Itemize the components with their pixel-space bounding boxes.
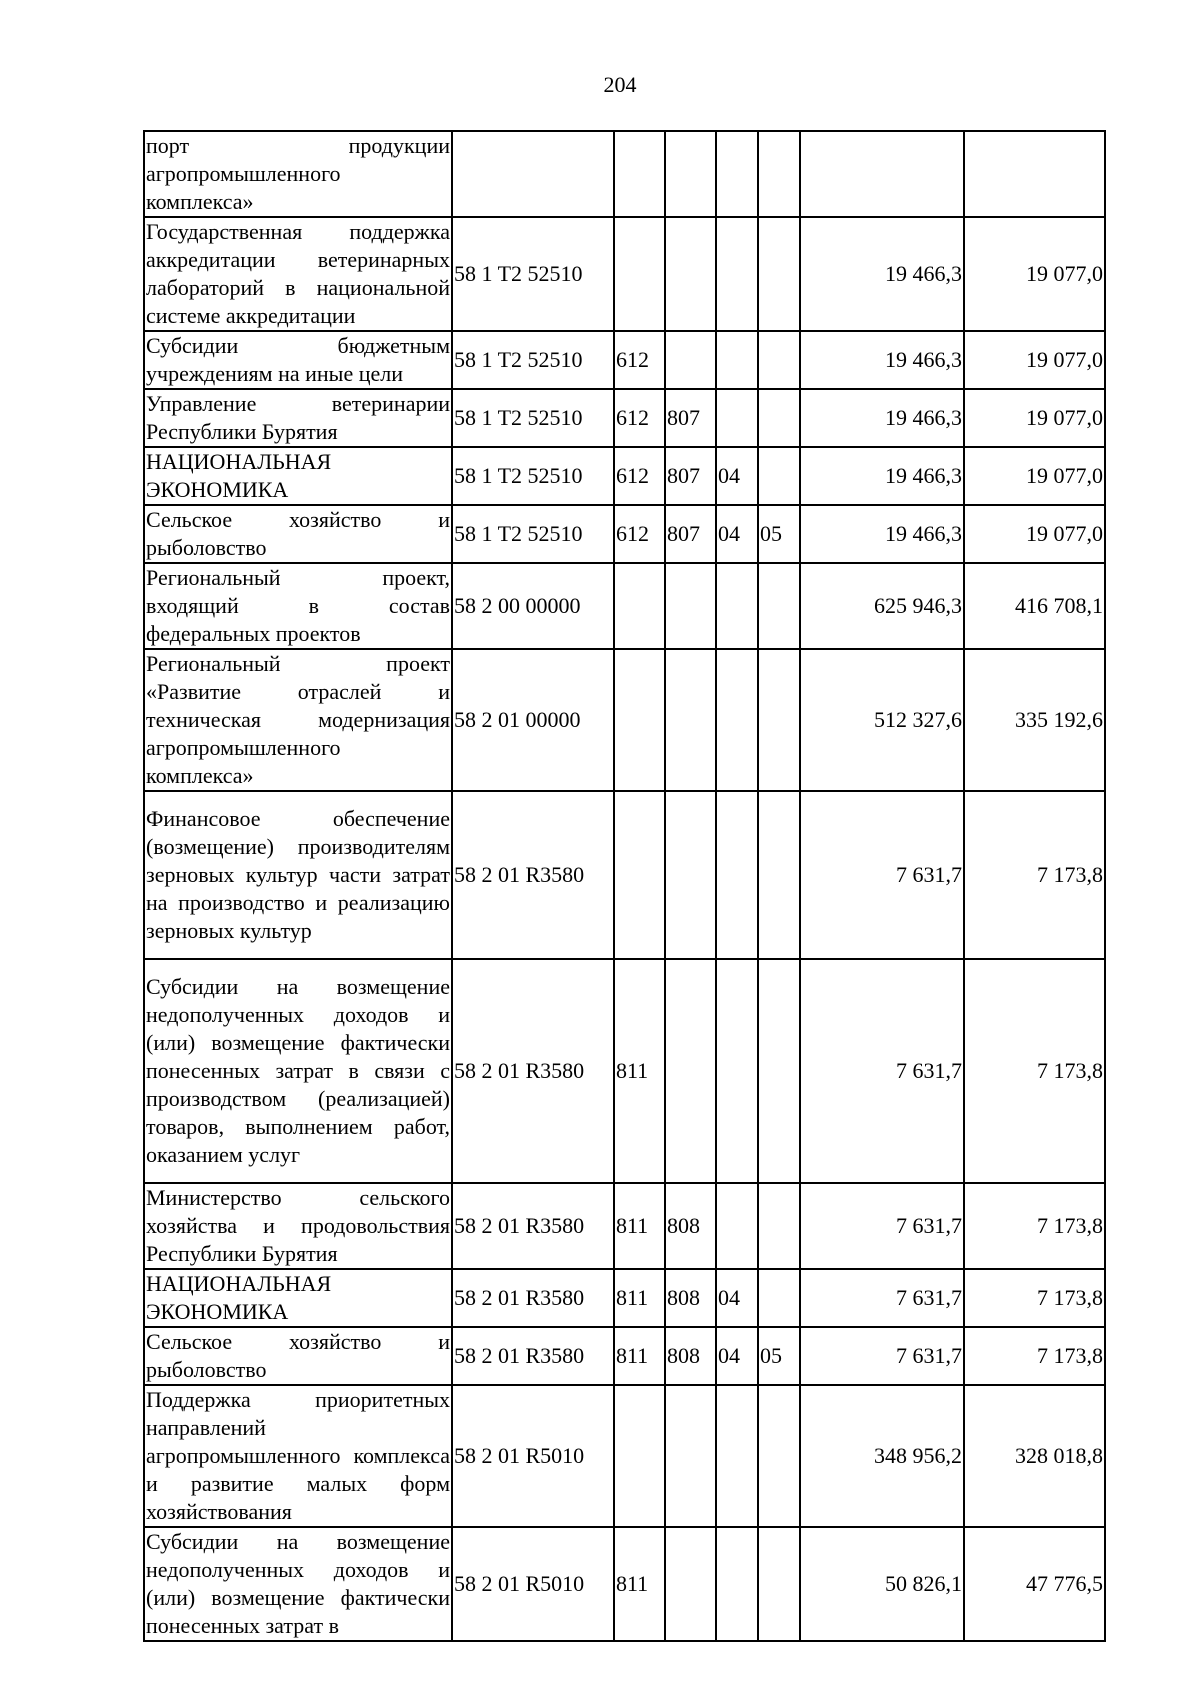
ministry-code: 808	[665, 1327, 716, 1385]
table-row	[144, 1527, 1105, 1641]
ministry-code	[665, 649, 716, 791]
amount-year-2: 19 077,0	[964, 447, 1105, 505]
target-article-code: 58 2 00 00000	[452, 563, 614, 649]
amount-year-2: 19 077,0	[964, 331, 1105, 389]
amount-year-1: 7 631,7	[800, 1183, 964, 1269]
expense-type-code	[614, 131, 665, 217]
expense-type-code	[614, 1385, 665, 1527]
section-code	[716, 563, 758, 649]
row-description: Государственная поддержка аккредитации ветеринарных лабораторий в национальной системе аккредитации	[144, 217, 452, 331]
subsection-code	[758, 563, 800, 649]
amount-year-2: 7 173,8	[964, 1269, 1105, 1327]
amount-year-2: 19 077,0	[964, 389, 1105, 447]
expense-type-code: 612	[614, 447, 665, 505]
budget-table	[143, 130, 1106, 1642]
ministry-code	[665, 131, 716, 217]
target-article-code: 58 2 01 R3580	[452, 959, 614, 1183]
target-article-code: 58 2 01 R3580	[452, 1327, 614, 1385]
row-description: Сельское хозяйство и рыболовство	[144, 505, 452, 563]
ministry-code: 807	[665, 389, 716, 447]
target-article-code: 58 2 01 00000	[452, 649, 614, 791]
row-description: Финансовое обеспечение (возмещение) производителям зерновых культур части затрат на производство и реализацию зерновых культур	[144, 791, 452, 959]
table-row	[144, 791, 1105, 959]
expense-type-code: 612	[614, 505, 665, 563]
subsection-code	[758, 1527, 800, 1641]
section-code	[716, 649, 758, 791]
target-article-code: 58 1 T2 52510	[452, 217, 614, 331]
target-article-code: 58 2 01 R5010	[452, 1527, 614, 1641]
section-code: 04	[716, 505, 758, 563]
expense-type-code: 811	[614, 1183, 665, 1269]
amount-year-2: 7 173,8	[964, 1183, 1105, 1269]
amount-year-1: 7 631,7	[800, 1269, 964, 1327]
subsection-code	[758, 447, 800, 505]
target-article-code: 58 2 01 R5010	[452, 1385, 614, 1527]
target-article-code: 58 2 01 R3580	[452, 791, 614, 959]
section-code	[716, 331, 758, 389]
ministry-code: 807	[665, 505, 716, 563]
subsection-code	[758, 1269, 800, 1327]
amount-year-2: 7 173,8	[964, 959, 1105, 1183]
subsection-code	[758, 331, 800, 389]
ministry-code: 808	[665, 1183, 716, 1269]
section-code	[716, 791, 758, 959]
target-article-code: 58 1 T2 52510	[452, 447, 614, 505]
table-row	[144, 1269, 1105, 1327]
amount-year-1	[800, 131, 964, 217]
ministry-code	[665, 331, 716, 389]
row-description: Региональный проект, входящий в состав федеральных проектов	[144, 563, 452, 649]
amount-year-1: 7 631,7	[800, 1327, 964, 1385]
table-row	[144, 563, 1105, 649]
section-code: 04	[716, 447, 758, 505]
table-row	[144, 131, 1105, 217]
table-row	[144, 1327, 1105, 1385]
amount-year-2: 47 776,5	[964, 1527, 1105, 1641]
table-body	[144, 131, 1105, 1641]
amount-year-1: 625 946,3	[800, 563, 964, 649]
table-row	[144, 505, 1105, 563]
table-row	[144, 331, 1105, 389]
section-code	[716, 959, 758, 1183]
expense-type-code: 811	[614, 959, 665, 1183]
expense-type-code: 811	[614, 1527, 665, 1641]
section-code	[716, 1385, 758, 1527]
amount-year-1: 512 327,6	[800, 649, 964, 791]
ministry-code: 807	[665, 447, 716, 505]
amount-year-1: 50 826,1	[800, 1527, 964, 1641]
ministry-code	[665, 217, 716, 331]
table-row	[144, 1385, 1105, 1527]
ministry-code	[665, 791, 716, 959]
table-row	[144, 649, 1105, 791]
amount-year-1: 19 466,3	[800, 389, 964, 447]
table-row	[144, 389, 1105, 447]
ministry-code	[665, 1385, 716, 1527]
subsection-code	[758, 649, 800, 791]
amount-year-2: 328 018,8	[964, 1385, 1105, 1527]
ministry-code	[665, 959, 716, 1183]
subsection-code	[758, 1183, 800, 1269]
amount-year-1: 19 466,3	[800, 505, 964, 563]
page-number: 204	[603, 72, 637, 97]
ministry-code	[665, 563, 716, 649]
row-description: Субсидии на возмещение недополученных доходов и (или) возмещение фактически понесенных затрат в связи с производством (реализацией) товаров, выполнением работ, оказанием услуг	[144, 959, 452, 1183]
expense-type-code: 811	[614, 1327, 665, 1385]
subsection-code	[758, 217, 800, 331]
amount-year-1: 348 956,2	[800, 1385, 964, 1527]
amount-year-2: 416 708,1	[964, 563, 1105, 649]
expense-type-code	[614, 563, 665, 649]
amount-year-1: 19 466,3	[800, 331, 964, 389]
expense-type-code: 612	[614, 389, 665, 447]
amount-year-2: 7 173,8	[964, 1327, 1105, 1385]
table-row	[144, 1183, 1105, 1269]
subsection-code	[758, 389, 800, 447]
subsection-code	[758, 791, 800, 959]
expense-type-code	[614, 649, 665, 791]
subsection-code	[758, 1385, 800, 1527]
section-code	[716, 217, 758, 331]
amount-year-1: 7 631,7	[800, 791, 964, 959]
row-description: Региональный проект «Развитие отраслей и техническая модернизация агропромышленного комплекса»	[144, 649, 452, 791]
row-description: Сельское хозяйство и рыболовство	[144, 1327, 452, 1385]
section-code	[716, 1183, 758, 1269]
target-article-code: 58 1 T2 52510	[452, 505, 614, 563]
row-description: Управление ветеринарии Республики Бурятия	[144, 389, 452, 447]
target-article-code: 58 2 01 R3580	[452, 1269, 614, 1327]
amount-year-2	[964, 131, 1105, 217]
row-description: Субсидии бюджетным учреждениям на иные цели	[144, 331, 452, 389]
target-article-code	[452, 131, 614, 217]
row-description: Поддержка приоритетных направлений агропромышленного комплекса и развитие малых форм хозяйствования	[144, 1385, 452, 1527]
ministry-code	[665, 1527, 716, 1641]
target-article-code: 58 1 T2 52510	[452, 389, 614, 447]
expense-type-code	[614, 791, 665, 959]
amount-year-1: 19 466,3	[800, 217, 964, 331]
section-code	[716, 389, 758, 447]
target-article-code: 58 2 01 R3580	[452, 1183, 614, 1269]
amount-year-2: 19 077,0	[964, 217, 1105, 331]
amount-year-2: 19 077,0	[964, 505, 1105, 563]
ministry-code: 808	[665, 1269, 716, 1327]
section-code	[716, 131, 758, 217]
row-description: порт продукции агропромышленного комплекса»	[144, 131, 452, 217]
amount-year-2: 335 192,6	[964, 649, 1105, 791]
amount-year-2: 7 173,8	[964, 791, 1105, 959]
table-row	[144, 217, 1105, 331]
section-code	[716, 1527, 758, 1641]
section-code: 04	[716, 1327, 758, 1385]
amount-year-1: 19 466,3	[800, 447, 964, 505]
amount-year-1: 7 631,7	[800, 959, 964, 1183]
expense-type-code: 612	[614, 331, 665, 389]
row-description: НАЦИОНАЛЬНАЯ ЭКОНОМИКА	[144, 1269, 452, 1327]
table-row	[144, 959, 1105, 1183]
subsection-code: 05	[758, 505, 800, 563]
subsection-code	[758, 959, 800, 1183]
subsection-code	[758, 131, 800, 217]
row-description: Министерство сельского хозяйства и продовольствия Республики Бурятия	[144, 1183, 452, 1269]
row-description: Субсидии на возмещение недополученных доходов и (или) возмещение фактически понесенных затрат в	[144, 1527, 452, 1641]
row-description: НАЦИОНАЛЬНАЯ ЭКОНОМИКА	[144, 447, 452, 505]
target-article-code: 58 1 T2 52510	[452, 331, 614, 389]
subsection-code: 05	[758, 1327, 800, 1385]
table-row	[144, 447, 1105, 505]
expense-type-code: 811	[614, 1269, 665, 1327]
expense-type-code	[614, 217, 665, 331]
section-code: 04	[716, 1269, 758, 1327]
